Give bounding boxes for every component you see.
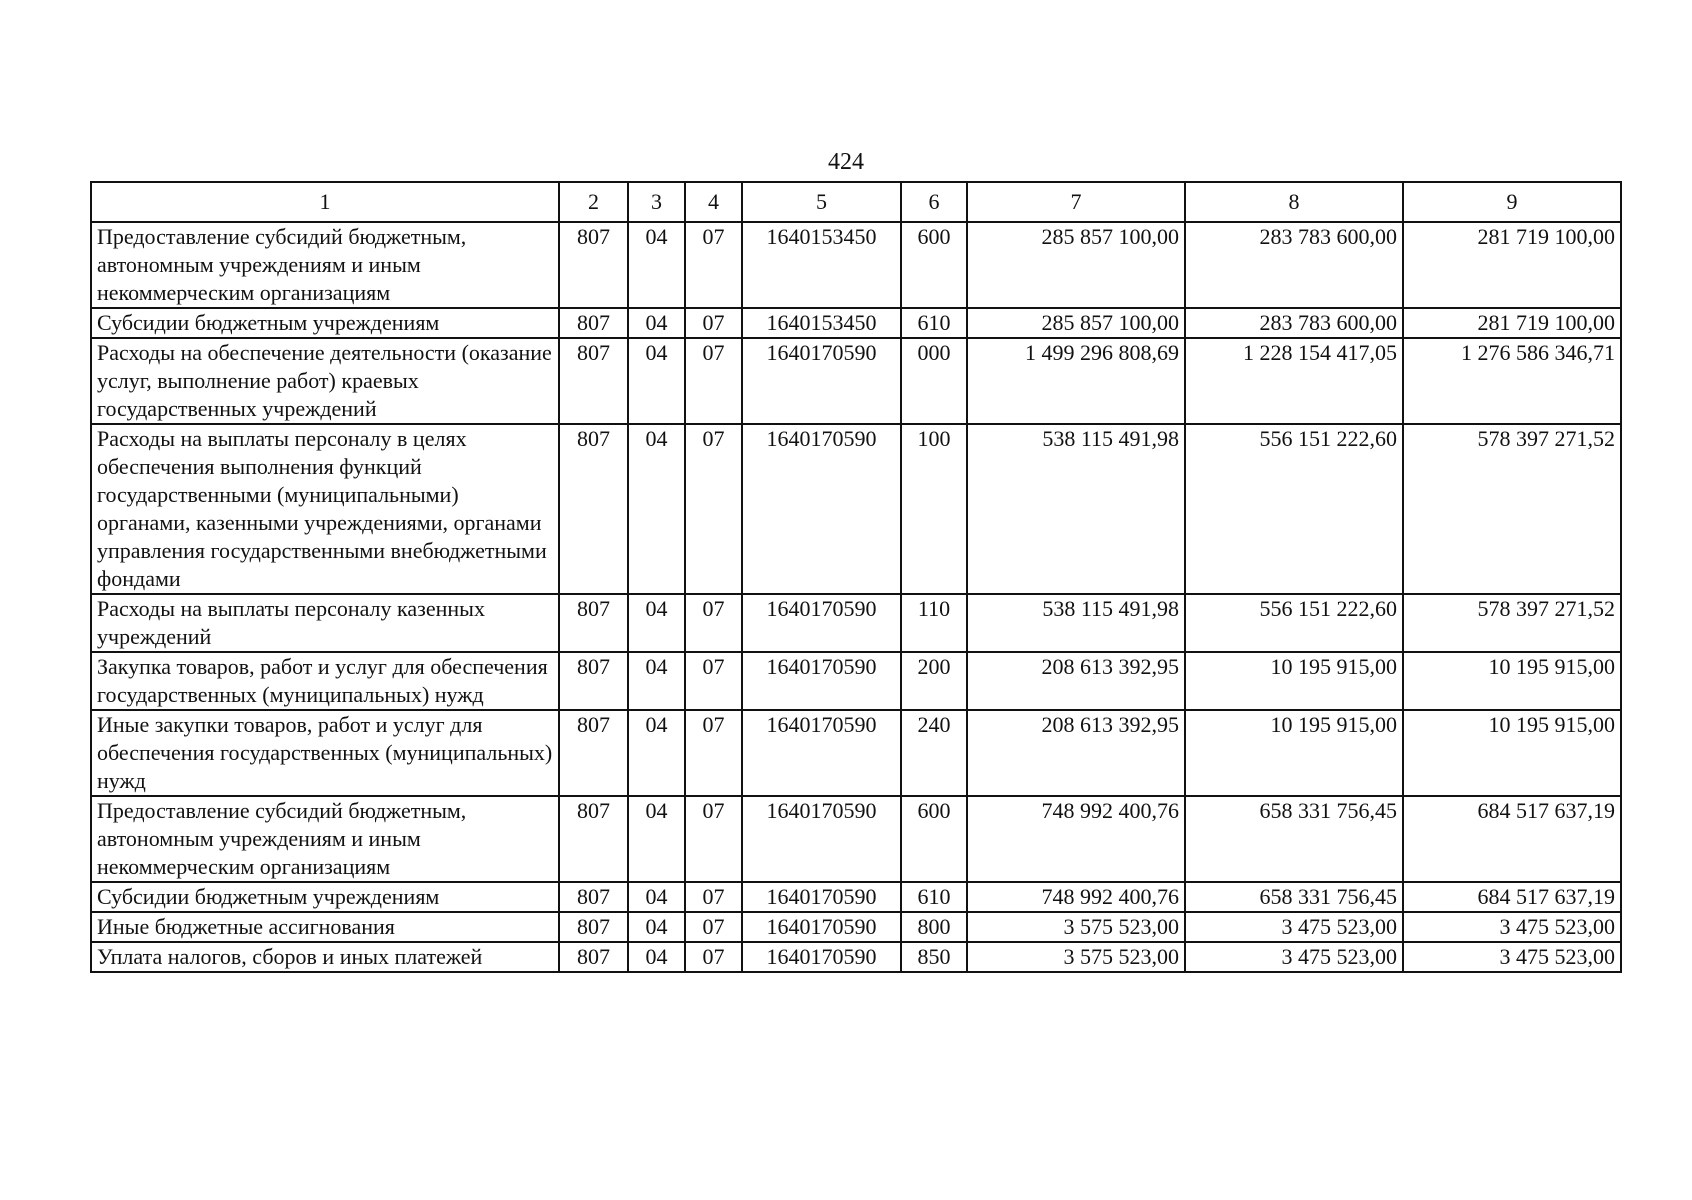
amount-col9: 281 719 100,00: [1403, 308, 1621, 338]
amount-col7: 208 613 392,95: [967, 652, 1185, 710]
target-article-code: 1640170590: [742, 882, 901, 912]
amount-col8: 3 475 523,00: [1185, 942, 1403, 972]
amount-col8: 283 783 600,00: [1185, 222, 1403, 308]
subsection-code: 07: [685, 222, 742, 308]
target-article-code: 1640170590: [742, 942, 901, 972]
expense-name: Расходы на обеспечение деятельности (оказание услуг, выполнение работ) краевых государственных учреждений: [91, 338, 559, 424]
amount-col9: 10 195 915,00: [1403, 652, 1621, 710]
column-header-2: 2: [559, 182, 628, 222]
subsection-code: 07: [685, 882, 742, 912]
expense-name: Предоставление субсидий бюджетным, автономным учреждениям и иным некоммерческим организациям: [91, 222, 559, 308]
subsection-code: 07: [685, 796, 742, 882]
target-article-code: 1640170590: [742, 710, 901, 796]
grbs-code: 807: [559, 338, 628, 424]
amount-col8: 1 228 154 417,05: [1185, 338, 1403, 424]
grbs-code: 807: [559, 594, 628, 652]
table-row: [91, 308, 1621, 338]
table-row: [91, 652, 1621, 710]
amount-col7: 285 857 100,00: [967, 308, 1185, 338]
amount-col9: 684 517 637,19: [1403, 882, 1621, 912]
section-code: 04: [628, 222, 685, 308]
expense-type-code: 100: [901, 424, 967, 594]
expense-type-code: 600: [901, 796, 967, 882]
column-header-3: 3: [628, 182, 685, 222]
grbs-code: 807: [559, 882, 628, 912]
table-row: [91, 942, 1621, 972]
amount-col8: 556 151 222,60: [1185, 594, 1403, 652]
subsection-code: 07: [685, 424, 742, 594]
amount-col9: 3 475 523,00: [1403, 912, 1621, 942]
section-code: 04: [628, 338, 685, 424]
amount-col9: 281 719 100,00: [1403, 222, 1621, 308]
header-row: [91, 182, 1621, 222]
column-header-7: 7: [967, 182, 1185, 222]
expense-name: Иные закупки товаров, работ и услуг для обеспечения государственных (муниципальных) нужд: [91, 710, 559, 796]
table-row: [91, 710, 1621, 796]
grbs-code: 807: [559, 912, 628, 942]
subsection-code: 07: [685, 308, 742, 338]
expense-name: Субсидии бюджетным учреждениям: [91, 882, 559, 912]
subsection-code: 07: [685, 710, 742, 796]
expense-type-code: 610: [901, 308, 967, 338]
amount-col8: 10 195 915,00: [1185, 710, 1403, 796]
amount-col9: 1 276 586 346,71: [1403, 338, 1621, 424]
amount-col8: 283 783 600,00: [1185, 308, 1403, 338]
expense-type-code: 110: [901, 594, 967, 652]
amount-col8: 556 151 222,60: [1185, 424, 1403, 594]
section-code: 04: [628, 912, 685, 942]
table-row: [91, 594, 1621, 652]
section-code: 04: [628, 796, 685, 882]
amount-col8: 658 331 756,45: [1185, 882, 1403, 912]
expense-type-code: 200: [901, 652, 967, 710]
expense-name: Иные бюджетные ассигнования: [91, 912, 559, 942]
amount-col7: 748 992 400,76: [967, 882, 1185, 912]
amount-col7: 538 115 491,98: [967, 424, 1185, 594]
table-row: [91, 912, 1621, 942]
expense-name: Субсидии бюджетным учреждениям: [91, 308, 559, 338]
subsection-code: 07: [685, 594, 742, 652]
amount-col8: 3 475 523,00: [1185, 912, 1403, 942]
expense-name: Предоставление субсидий бюджетным, автономным учреждениям и иным некоммерческим организациям: [91, 796, 559, 882]
amount-col9: 10 195 915,00: [1403, 710, 1621, 796]
table-row: [91, 882, 1621, 912]
amount-col8: 658 331 756,45: [1185, 796, 1403, 882]
expense-name: Расходы на выплаты персоналу в целях обеспечения выполнения функций государственными (муниципальными) органами, казенными учреждениями, органами управления государственными внебюджетными фондами: [91, 424, 559, 594]
budget-table: [90, 181, 1622, 973]
grbs-code: 807: [559, 308, 628, 338]
section-code: 04: [628, 942, 685, 972]
target-article-code: 1640170590: [742, 652, 901, 710]
column-header-1: 1: [91, 182, 559, 222]
amount-col7: 1 499 296 808,69: [967, 338, 1185, 424]
expense-name: Закупка товаров, работ и услуг для обеспечения государственных (муниципальных) нужд: [91, 652, 559, 710]
subsection-code: 07: [685, 338, 742, 424]
table-row: [91, 796, 1621, 882]
amount-col9: 3 475 523,00: [1403, 942, 1621, 972]
grbs-code: 807: [559, 424, 628, 594]
table-row: [91, 338, 1621, 424]
grbs-code: 807: [559, 796, 628, 882]
amount-col7: 3 575 523,00: [967, 942, 1185, 972]
amount-col7: 208 613 392,95: [967, 710, 1185, 796]
column-header-4: 4: [685, 182, 742, 222]
expense-type-code: 850: [901, 942, 967, 972]
page-number: 424: [828, 149, 864, 175]
subsection-code: 07: [685, 912, 742, 942]
target-article-code: 1640170590: [742, 424, 901, 594]
section-code: 04: [628, 710, 685, 796]
amount-col7: 285 857 100,00: [967, 222, 1185, 308]
section-code: 04: [628, 882, 685, 912]
target-article-code: 1640153450: [742, 222, 901, 308]
column-header-9: 9: [1403, 182, 1621, 222]
expense-type-code: 600: [901, 222, 967, 308]
grbs-code: 807: [559, 710, 628, 796]
subsection-code: 07: [685, 652, 742, 710]
amount-col9: 578 397 271,52: [1403, 594, 1621, 652]
target-article-code: 1640170590: [742, 912, 901, 942]
section-code: 04: [628, 424, 685, 594]
expense-type-code: 800: [901, 912, 967, 942]
column-header-8: 8: [1185, 182, 1403, 222]
grbs-code: 807: [559, 942, 628, 972]
amount-col8: 10 195 915,00: [1185, 652, 1403, 710]
amount-col7: 538 115 491,98: [967, 594, 1185, 652]
target-article-code: 1640153450: [742, 308, 901, 338]
amount-col7: 748 992 400,76: [967, 796, 1185, 882]
amount-col9: 578 397 271,52: [1403, 424, 1621, 594]
table-row: [91, 222, 1621, 308]
expense-name: Уплата налогов, сборов и иных платежей: [91, 942, 559, 972]
column-header-6: 6: [901, 182, 967, 222]
section-code: 04: [628, 652, 685, 710]
section-code: 04: [628, 308, 685, 338]
expense-name: Расходы на выплаты персоналу казенных учреждений: [91, 594, 559, 652]
subsection-code: 07: [685, 942, 742, 972]
amount-col7: 3 575 523,00: [967, 912, 1185, 942]
grbs-code: 807: [559, 222, 628, 308]
amount-col9: 684 517 637,19: [1403, 796, 1621, 882]
target-article-code: 1640170590: [742, 338, 901, 424]
section-code: 04: [628, 594, 685, 652]
grbs-code: 807: [559, 652, 628, 710]
column-header-5: 5: [742, 182, 901, 222]
target-article-code: 1640170590: [742, 594, 901, 652]
table-row: [91, 424, 1621, 594]
expense-type-code: 610: [901, 882, 967, 912]
expense-type-code: 000: [901, 338, 967, 424]
expense-type-code: 240: [901, 710, 967, 796]
target-article-code: 1640170590: [742, 796, 901, 882]
